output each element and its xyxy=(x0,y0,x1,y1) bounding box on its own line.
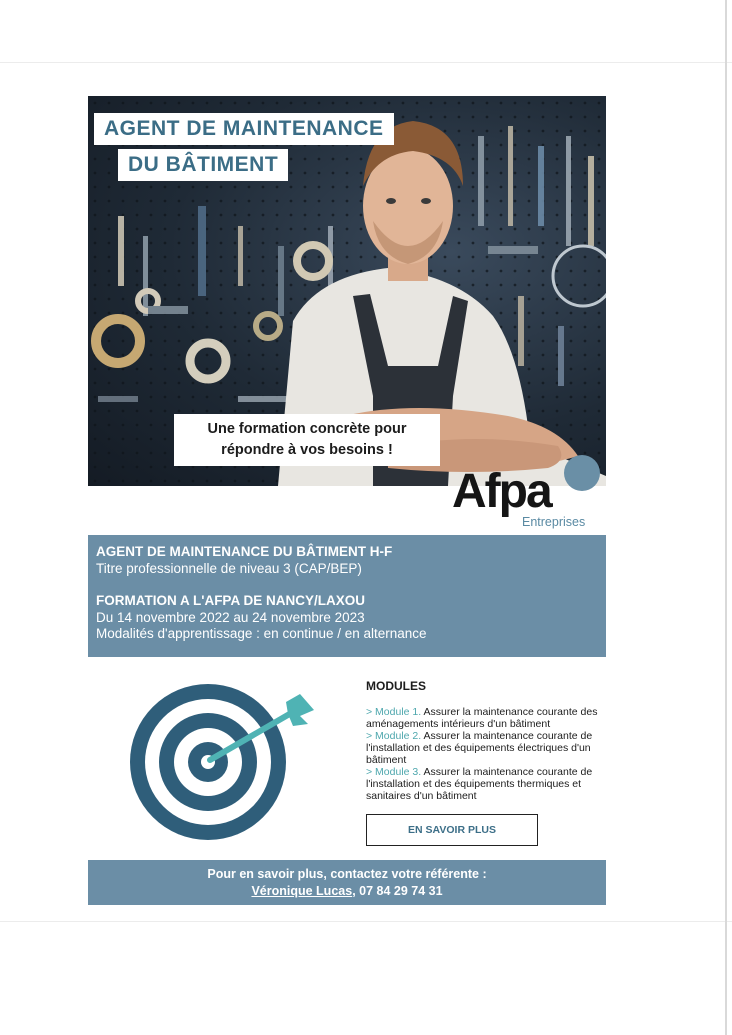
module-text: Assurer la maintenance courante de l'installation et des équipements thermiques et sanitaires d'un bâtiment xyxy=(366,766,593,802)
afpa-logo-dot-icon xyxy=(564,455,600,491)
hero-tagline xyxy=(174,414,440,466)
afpa-logo-sub: Entreprises xyxy=(522,515,586,529)
module-text: Assurer la maintenance courante des aménagements intérieurs d'un bâtiment xyxy=(366,706,598,730)
contact-band xyxy=(88,860,606,905)
module-head: > Module 2. xyxy=(366,730,422,742)
en-savoir-plus-button[interactable]: EN SAVOIR PLUS xyxy=(366,814,538,846)
modules-title: MODULES xyxy=(366,679,426,693)
module-text: Assurer la maintenance courante de l'installation et des équipements électriques d'un bâtiment xyxy=(366,730,593,766)
modules-section xyxy=(366,680,606,802)
contact-name-link[interactable]: Véronique Lucas xyxy=(251,884,353,898)
afpa-logo-word: Afpa xyxy=(452,465,551,518)
page-top-line xyxy=(0,62,732,63)
module-item xyxy=(366,706,606,730)
tagline-line1: Une formation concrète pour xyxy=(207,421,407,437)
module-head: > Module 3. xyxy=(366,766,422,778)
page-right-edge xyxy=(725,0,727,1035)
info-line3: Modalités d'apprentissage : en continue / en alternance xyxy=(96,626,427,641)
contact-line1: Pour en savoir plus, contactez votre référente : xyxy=(207,867,487,881)
module-item xyxy=(366,730,606,766)
info-line2: Du 14 novembre 2022 au 24 novembre 2023 xyxy=(96,609,365,625)
info-heading2: FORMATION A L'AFPA DE NANCY/LAXOU xyxy=(96,593,365,608)
tagline-line2: répondre à vos besoins ! xyxy=(221,442,393,458)
module-head: > Module 1. xyxy=(366,706,422,718)
hero-photo xyxy=(88,96,606,486)
contact-phone: , 07 84 29 74 31 xyxy=(352,884,443,898)
hero-title-line1: AGENT DE MAINTENANCE xyxy=(94,113,394,145)
info-heading1: AGENT DE MAINTENANCE DU BÂTIMENT H-F xyxy=(96,544,393,559)
page-bottom-line xyxy=(0,921,732,922)
info-band xyxy=(88,535,606,657)
hero-title-line2: DU BÂTIMENT xyxy=(118,149,288,181)
target-arrow-icon xyxy=(128,680,318,845)
module-item xyxy=(366,766,606,802)
info-line1: Titre professionnelle de niveau 3 (CAP/BEP) xyxy=(96,560,362,576)
contact-line2 xyxy=(88,883,606,900)
